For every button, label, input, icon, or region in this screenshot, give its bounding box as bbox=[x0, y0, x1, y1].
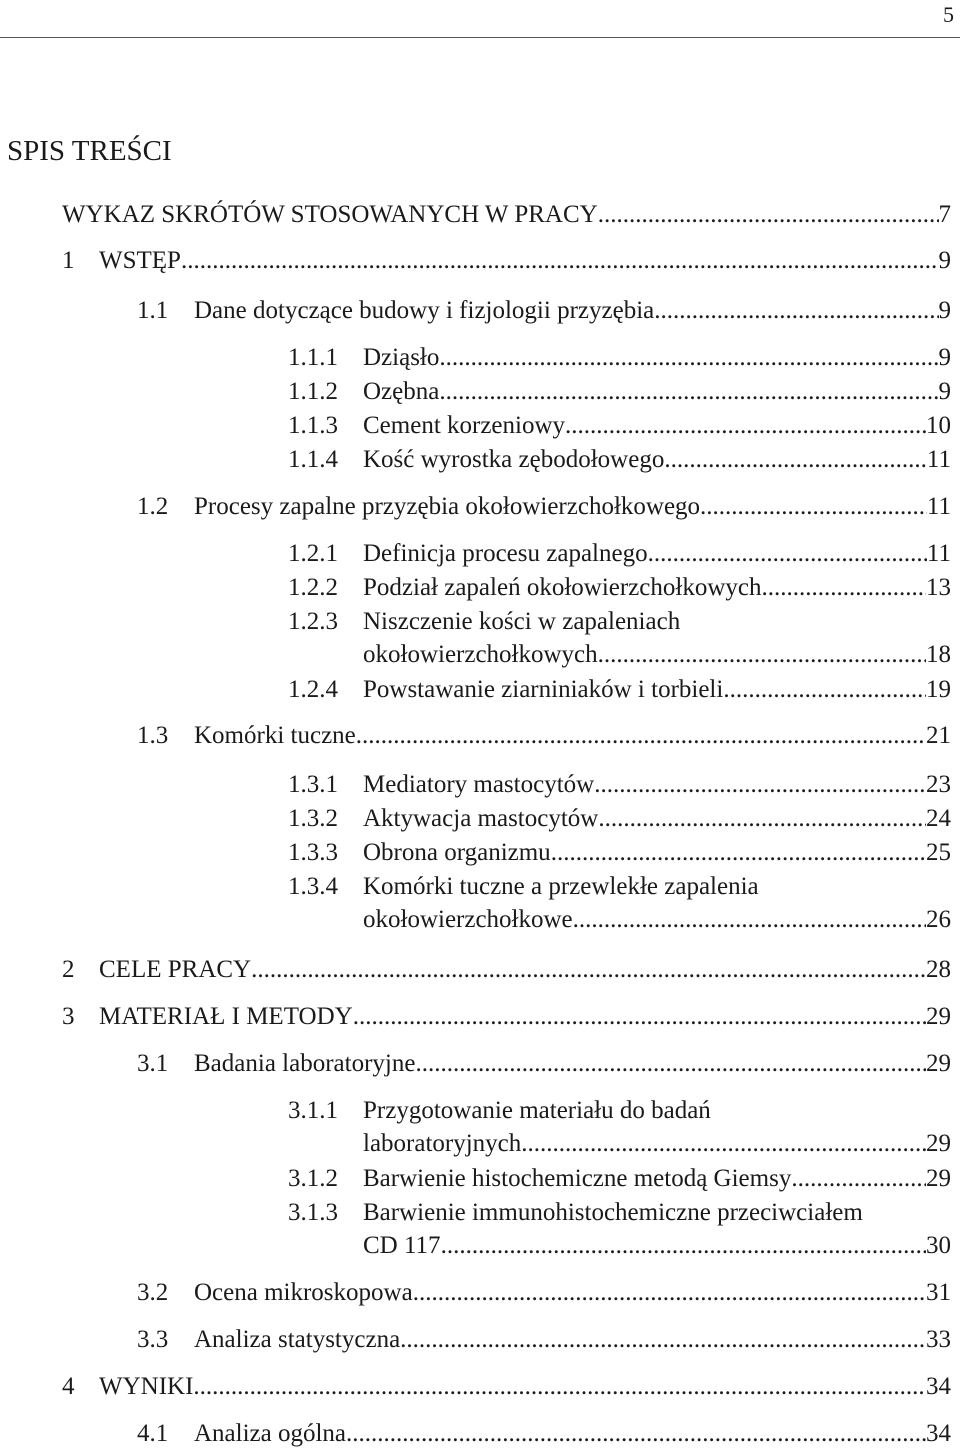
toc-entry-text: WYKAZ SKRÓTÓW STOSOWANYCH W PRACY bbox=[62, 201, 598, 228]
toc-entry-text: Obrona organizmu bbox=[363, 839, 551, 866]
dot-leader bbox=[598, 198, 939, 231]
toc-entry-number: 3.3 bbox=[137, 1326, 169, 1353]
toc-entry-number: 3.1.2 bbox=[288, 1165, 338, 1192]
toc-entry-page: 11 bbox=[926, 446, 951, 473]
dot-leader bbox=[439, 341, 938, 374]
dot-leader bbox=[521, 1127, 926, 1160]
toc-entry-text: laboratoryjnych bbox=[363, 1130, 522, 1157]
dot-leader bbox=[356, 719, 926, 752]
toc-entry[interactable] bbox=[288, 836, 951, 869]
toc-entry[interactable] bbox=[288, 409, 951, 442]
dot-leader bbox=[439, 375, 938, 408]
toc-entry-number: 2 bbox=[62, 956, 75, 983]
toc-entry-page: 29 bbox=[926, 1165, 951, 1192]
toc-title: SPIS TREŚCI bbox=[7, 135, 172, 167]
dot-leader bbox=[648, 537, 927, 570]
toc-entry[interactable] bbox=[288, 537, 951, 570]
dot-leader bbox=[598, 802, 926, 835]
toc-entry-page: 13 bbox=[926, 574, 951, 601]
toc-entry[interactable] bbox=[288, 802, 951, 835]
toc-entry-text: Cement korzeniowy bbox=[363, 412, 566, 439]
toc-entry-page: 29 bbox=[926, 1130, 951, 1157]
toc-entry[interactable] bbox=[137, 1323, 951, 1356]
toc-entry-text: Procesy zapalne przyzębia okołowierzchołkowego. bbox=[194, 493, 707, 520]
toc-entry[interactable] bbox=[288, 673, 951, 706]
toc-entry[interactable] bbox=[288, 375, 951, 408]
toc-entry[interactable] bbox=[288, 1162, 951, 1195]
toc-entry-number: 3.2 bbox=[137, 1279, 169, 1306]
toc-entry-number: 1.1.2 bbox=[288, 378, 338, 405]
toc-entry[interactable] bbox=[62, 953, 951, 986]
toc-entry-text: Ozębna bbox=[363, 378, 440, 405]
toc-entry[interactable] bbox=[137, 294, 951, 327]
toc-entry-text: Powstawanie ziarniniaków i torbieli bbox=[363, 676, 724, 703]
toc-entry-text: Dziąsło bbox=[363, 344, 440, 371]
toc-entry[interactable] bbox=[288, 605, 951, 671]
dot-leader bbox=[181, 244, 939, 277]
dot-leader bbox=[400, 1323, 926, 1356]
toc-entry-text: Definicja procesu zapalnego bbox=[363, 540, 648, 567]
toc-entry-page: 25 bbox=[926, 839, 951, 866]
toc-entry-text: okołowierzchołkowych bbox=[363, 641, 598, 668]
dot-leader bbox=[353, 1000, 926, 1033]
toc-entry[interactable] bbox=[288, 571, 951, 604]
dot-leader bbox=[594, 768, 926, 801]
toc-entry-text: Badania laboratoryjne bbox=[194, 1050, 416, 1077]
toc-entry-number: 1.2.2 bbox=[288, 574, 338, 601]
dot-leader bbox=[791, 1162, 926, 1195]
dot-leader bbox=[598, 638, 926, 671]
toc-entry-text: Podział zapaleń okołowierzchołkowych bbox=[363, 574, 762, 601]
toc-entry-page: 33 bbox=[926, 1326, 951, 1353]
toc-entry-page: 34 bbox=[926, 1373, 951, 1400]
toc-entry-number: 1.1 bbox=[137, 297, 169, 324]
toc-entry-page: 9 bbox=[938, 378, 951, 405]
toc-entry-text: Barwienie histochemiczne metodą Giemsy bbox=[363, 1165, 792, 1192]
dot-leader bbox=[251, 953, 926, 986]
toc-entry-number: 1.3.1 bbox=[288, 771, 338, 798]
toc-entry-text: okołowierzchołkowe bbox=[363, 906, 573, 933]
dot-leader bbox=[551, 836, 926, 869]
dot-leader bbox=[706, 490, 927, 523]
toc-entry-page: 34 bbox=[926, 1420, 951, 1447]
dot-leader bbox=[573, 903, 926, 936]
dot-leader bbox=[654, 294, 938, 327]
toc-entry-number: 1.2.3 bbox=[288, 608, 338, 635]
toc-entry[interactable] bbox=[288, 1196, 951, 1262]
toc-entry-page: 29 bbox=[926, 1003, 951, 1030]
toc-entry-page: 30 bbox=[926, 1232, 951, 1259]
toc-entry-number: 1.2 bbox=[137, 493, 169, 520]
toc-entry-page: 31 bbox=[926, 1279, 951, 1306]
toc-entry-page: 24 bbox=[926, 805, 951, 832]
toc-entry[interactable] bbox=[62, 1370, 951, 1403]
toc-entry-page: 26 bbox=[926, 906, 951, 933]
toc-entry-text: Dane dotyczące budowy i fizjologii przyzębia bbox=[194, 297, 655, 324]
toc-entry-number: 1.1.4 bbox=[288, 446, 338, 473]
toc-entry-number: 4 bbox=[62, 1373, 75, 1400]
toc-entry[interactable] bbox=[288, 341, 951, 374]
toc-entry-page: 10 bbox=[926, 412, 951, 439]
toc-entry-page: 18 bbox=[926, 641, 951, 668]
toc-entry-text: Aktywacja mastocytów bbox=[363, 805, 599, 832]
toc-entry[interactable] bbox=[137, 1276, 951, 1309]
dot-leader bbox=[413, 1276, 926, 1309]
toc-entry-text: Kość wyrostka zębodołowego bbox=[363, 446, 665, 473]
toc-entry[interactable] bbox=[288, 870, 951, 936]
toc-entry-number: 1.2.1 bbox=[288, 540, 338, 567]
toc-entry-text: Ocena mikroskopowa bbox=[194, 1279, 413, 1306]
toc-entry-number: 4.1 bbox=[137, 1420, 169, 1447]
dot-leader bbox=[415, 1047, 926, 1080]
toc-entry-text: Komórki tuczne a przewlekłe zapalenia bbox=[363, 873, 759, 900]
toc-entry-text: MATERIAŁ I METODY bbox=[99, 1003, 353, 1030]
page-number: 5 bbox=[943, 2, 954, 27]
toc-entry-page: 23 bbox=[926, 771, 951, 798]
toc-entry-number: 3.1.1 bbox=[288, 1097, 338, 1124]
toc-entry-page: 28 bbox=[926, 956, 951, 983]
dot-leader bbox=[664, 443, 927, 476]
toc-entry[interactable] bbox=[62, 244, 951, 277]
toc-entry-number: 1.2.4 bbox=[288, 676, 338, 703]
toc-entry-page: 29 bbox=[926, 1050, 951, 1077]
toc-entry-number: 1.3.2 bbox=[288, 805, 338, 832]
toc-entry-page: 9 bbox=[938, 297, 951, 324]
toc-entry-text: Niszczenie kości w zapaleniach bbox=[363, 608, 681, 635]
toc-entry-number: 1.1.3 bbox=[288, 412, 338, 439]
dot-leader bbox=[441, 1229, 926, 1262]
toc-entry[interactable] bbox=[137, 1417, 951, 1450]
toc-entry-text: CD 117 bbox=[363, 1232, 441, 1259]
toc-entry-number: 3.1 bbox=[137, 1050, 169, 1077]
toc-entry-number: 3 bbox=[62, 1003, 75, 1030]
toc-entry-text: Komórki tuczne bbox=[194, 722, 356, 749]
toc-entry-text: Przygotowanie materiału do badań bbox=[363, 1097, 711, 1124]
toc-entry[interactable] bbox=[137, 719, 951, 752]
toc-entry-text: Analiza statystyczna bbox=[194, 1326, 401, 1353]
dot-leader bbox=[193, 1370, 926, 1403]
toc-entry-text: WSTĘP bbox=[99, 247, 181, 274]
toc-entry-number: 1.3.4 bbox=[288, 873, 338, 900]
toc-entry-page: 9 bbox=[938, 344, 951, 371]
toc-entry-text: Mediatory mastocytów bbox=[363, 771, 595, 798]
toc-entry[interactable] bbox=[137, 1047, 951, 1080]
toc-entry-page: 19 bbox=[926, 676, 951, 703]
toc-entry-number: 1 bbox=[62, 247, 75, 274]
toc-entry[interactable] bbox=[288, 768, 951, 801]
toc-entry[interactable] bbox=[62, 1000, 951, 1033]
toc-entry-page: 11 bbox=[926, 493, 951, 520]
toc-entry-page: 11 bbox=[926, 540, 951, 567]
toc-entry[interactable] bbox=[62, 198, 951, 231]
toc-entry-number: 1.3 bbox=[137, 722, 169, 749]
dot-leader bbox=[346, 1417, 926, 1450]
toc-entry-page: 9 bbox=[938, 247, 951, 274]
toc-entry-text: WYNIKI bbox=[99, 1373, 194, 1400]
toc-entry-text: Analiza ogólna bbox=[194, 1420, 347, 1447]
dot-leader bbox=[761, 571, 926, 604]
toc-entry-text: Barwienie immunohistochemiczne przeciwciałem bbox=[363, 1199, 863, 1226]
toc-entry-page: 7 bbox=[938, 201, 951, 228]
toc-entry-number: 1.1.1 bbox=[288, 344, 338, 371]
toc-entry-number: 3.1.3 bbox=[288, 1199, 338, 1226]
toc-entry[interactable] bbox=[288, 443, 951, 476]
dot-leader bbox=[565, 409, 926, 442]
toc-entry-text: CELE PRACY bbox=[99, 956, 252, 983]
toc-entry[interactable] bbox=[137, 490, 951, 523]
toc-entry[interactable] bbox=[288, 1094, 951, 1160]
dot-leader bbox=[723, 673, 926, 706]
toc-entry-number: 1.3.3 bbox=[288, 839, 338, 866]
toc-entry-page: 21 bbox=[926, 722, 951, 749]
